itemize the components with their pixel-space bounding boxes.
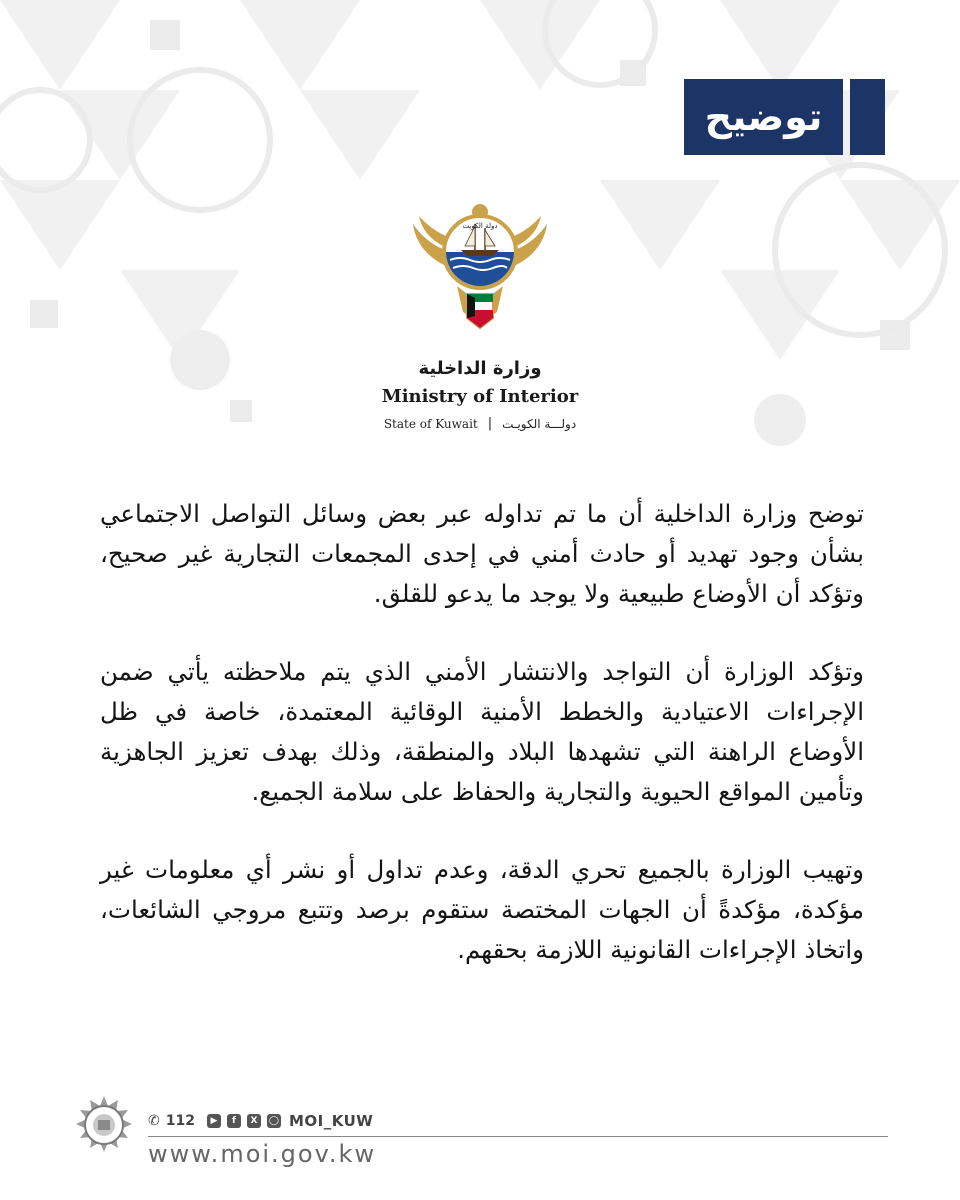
facebook-icon[interactable]: f [227,1114,241,1128]
phone-number[interactable]: 112 [165,1113,195,1129]
state-english: State of Kuwait [383,416,478,431]
title-badge [684,79,885,155]
police-seal-icon [72,1096,136,1160]
state-line [330,416,630,431]
state-separator: | [487,416,493,431]
emblem-text: دولة الكويت [462,222,498,230]
social-handle[interactable]: MOI_KUW [288,1112,374,1130]
website-link[interactable]: www.moi.gov.kw [148,1140,377,1168]
badge-title: توضيح [684,79,843,155]
statement-paragraph-2: وتؤكد الوزارة أن التواجد والانتشار الأمني الذي يتم ملاحظته يأتي ضمن الإجراءات الاعتيادية والخطط الأمنية الوقائية المعتمدة، خاصة في ظل الأوضاع الراهنة التي تشهدها البلاد والمنطقة، وذلك بهدف تعزيز الجاهزية وتأمين المواقع الحيوية والتجارية والحفاظ على سلامة الجميع. [100,657,864,806]
statement-body [100,494,864,1008]
badge-accent [850,79,885,155]
phone-icon: ✆ [148,1113,160,1129]
org-name-english: Ministry of Interior [381,386,579,407]
statement-paragraph-3: وتهيب الوزارة بالجميع تحري الدقة، وعدم تداول أو نشر أي معلومات غير مؤكدة، مؤكدةً أن الجهات المختصة ستقوم برصد وتتبع مروجي الشائعات، واتخاذ الإجراءات القانونية اللازمة بحقهم. [100,855,864,964]
state-arabic: دولـــة الكويـت [502,416,577,431]
footer-divider [148,1136,888,1137]
statement-paragraph-1: توضح وزارة الداخلية أن ما تم تداوله عبر بعض وسائل التواصل الاجتماعي بشأن وجود تهديد أو حادث أمني في إحدى المجمعات التجارية غير صحيح، وتؤكد أن الأوضاع طبيعية ولا يوجد ما يدعو للقلق. [100,499,864,608]
kuwait-emblem-icon [405,194,555,344]
contact-row [148,1111,373,1131]
org-name-arabic: وزارة الداخلية [418,358,542,379]
instagram-icon[interactable]: ◯ [268,1116,279,1126]
youtube-icon[interactable]: ▶ [207,1114,221,1128]
x-icon[interactable]: X [247,1114,261,1128]
